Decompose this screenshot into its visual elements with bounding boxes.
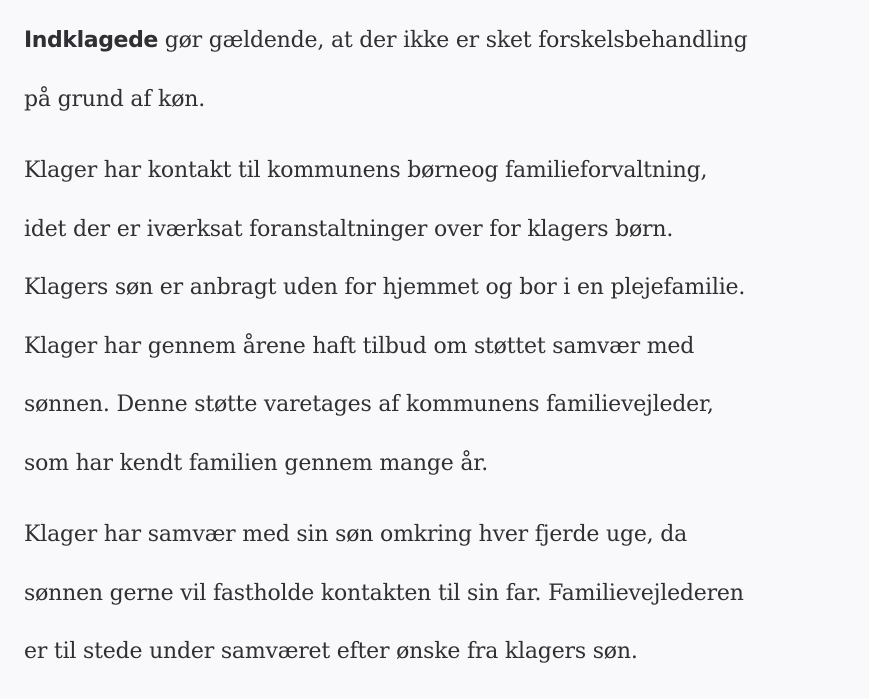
text-line: er til stede under samværet efter ønske fra klagers søn. xyxy=(24,639,638,664)
text-line: Klager har samvær med sin søn omkring hver fjerde uge, da xyxy=(24,522,688,547)
text-line: på grund af køn. xyxy=(24,86,205,112)
text-line: Klager har kontakt til kommunens børneog familieforvaltning, xyxy=(24,158,708,183)
text-line: sønnen. Denne støtte varetages af kommunens familievejleder, xyxy=(24,392,714,417)
text-line: Klagers søn er anbragt uden for hjemmet og bor i en plejefamilie. xyxy=(24,275,746,300)
text-line xyxy=(24,12,859,71)
text-line: sønnen gerne vil fastholde kontakten til sin far. Familievejlederen xyxy=(24,580,744,606)
document-body xyxy=(24,12,859,695)
paragraph-klager-kontakt xyxy=(24,142,859,493)
paragraph-indklagede xyxy=(24,12,859,129)
text-fragment: gør gældende, at der ikke er sket forskelsbehandling xyxy=(157,28,748,53)
text-line: som har kendt familien gennem mange år. xyxy=(24,450,488,476)
text-line: Klager har gennem årene haft tilbud om støttet samvær med xyxy=(24,333,695,359)
text-line: idet der er iværksat foranstaltninger over for klagers børn. xyxy=(24,216,674,242)
party-label-indklagede: Indklagede xyxy=(24,28,158,53)
paragraph-klager-samvaer xyxy=(24,506,859,682)
